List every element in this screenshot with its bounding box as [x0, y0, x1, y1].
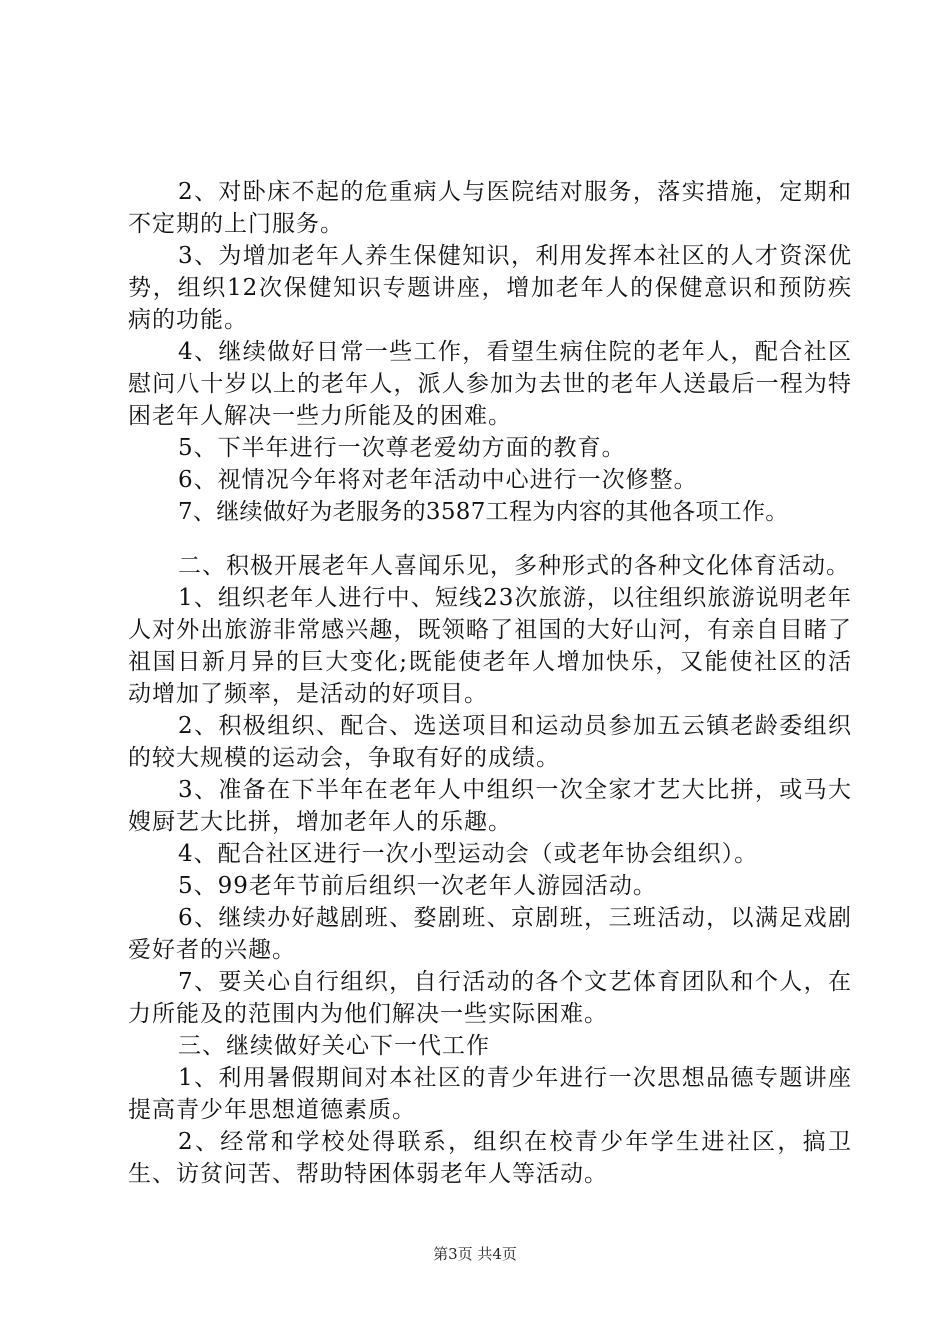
paragraph: 4、继续做好日常一些工作，看望生病住院的老年人，配合社区慰问八十岁以上的老年人，派人参加为去世的老年人送最后一程为特困老年人解决一些力所能及的困难。	[128, 339, 852, 429]
section-heading: 三、继续做好关心下一代工作	[178, 1033, 490, 1059]
paragraph: 2、经常和学校处得联系，组织在校青少年学生进社区，搞卫生、访贫问苦、帮助特困体弱老年人等活动。	[128, 1129, 852, 1187]
page-number-footer: 第3页 共4页	[433, 1245, 517, 1263]
paragraph: 6、继续办好越剧班、婺剧班、京剧班，三班活动，以满足戏剧爱好者的兴趣。	[128, 905, 852, 963]
paragraph: 4、配合社区进行一次小型运动会（或老年协会组织）。	[178, 841, 759, 867]
paragraph: 3、准备在下半年在老年人中组织一次全家才艺大比拼，或马大嫂厨艺大比拼，增加老年人的乐趣。	[128, 777, 852, 835]
paragraph: 7、继续做好为老服务的3587工程为内容的其他各项工作。	[178, 499, 789, 525]
paragraph: 1、利用暑假期间对本社区的青少年进行一次思想品德专题讲座提高青少年思想道德素质。	[128, 1065, 852, 1123]
paragraph: 2、对卧床不起的危重病人与医院结对服务，落实措施，定期和不定期的上门服务。	[128, 179, 852, 237]
paragraph: 6、视情况今年将对老年活动中心进行一次修整。	[178, 467, 698, 493]
paragraph-spacer	[128, 528, 852, 550]
section-heading: 二、积极开展老年人喜闻乐见，多种形式的各种文化体育活动。	[178, 553, 850, 579]
paragraph: 7、要关心自行组织，自行活动的各个文艺体育团队和个人，在力所能及的范围内为他们解决一些实际困难。	[128, 969, 852, 1027]
paragraph: 5、下半年进行一次尊老爱幼方面的教育。	[178, 435, 626, 461]
document-body	[128, 176, 852, 1190]
paragraph: 5、99老年节前后组织一次老年人游园活动。	[178, 873, 657, 899]
paragraph: 3、为增加老年人养生保健知识，利用发挥本社区的人才资深优势，组织12次保健知识专题讲座，增加老年人的保健意识和预防疾病的功能。	[128, 243, 852, 333]
paragraph: 1、组织老年人进行中、短线23次旅游，以往组织旅游说明老年人对外出旅游非常感兴趣，既领略了祖国的大好山河，有亲自目睹了祖国日新月异的巨大变化;既能使老年人增加快乐，又能使社区的活动增加了频率，是活动的好项目。	[128, 585, 852, 707]
paragraph: 2、积极组织、配合、选送项目和运动员参加五云镇老龄委组织的较大规模的运动会，争取有好的成绩。	[128, 713, 852, 771]
